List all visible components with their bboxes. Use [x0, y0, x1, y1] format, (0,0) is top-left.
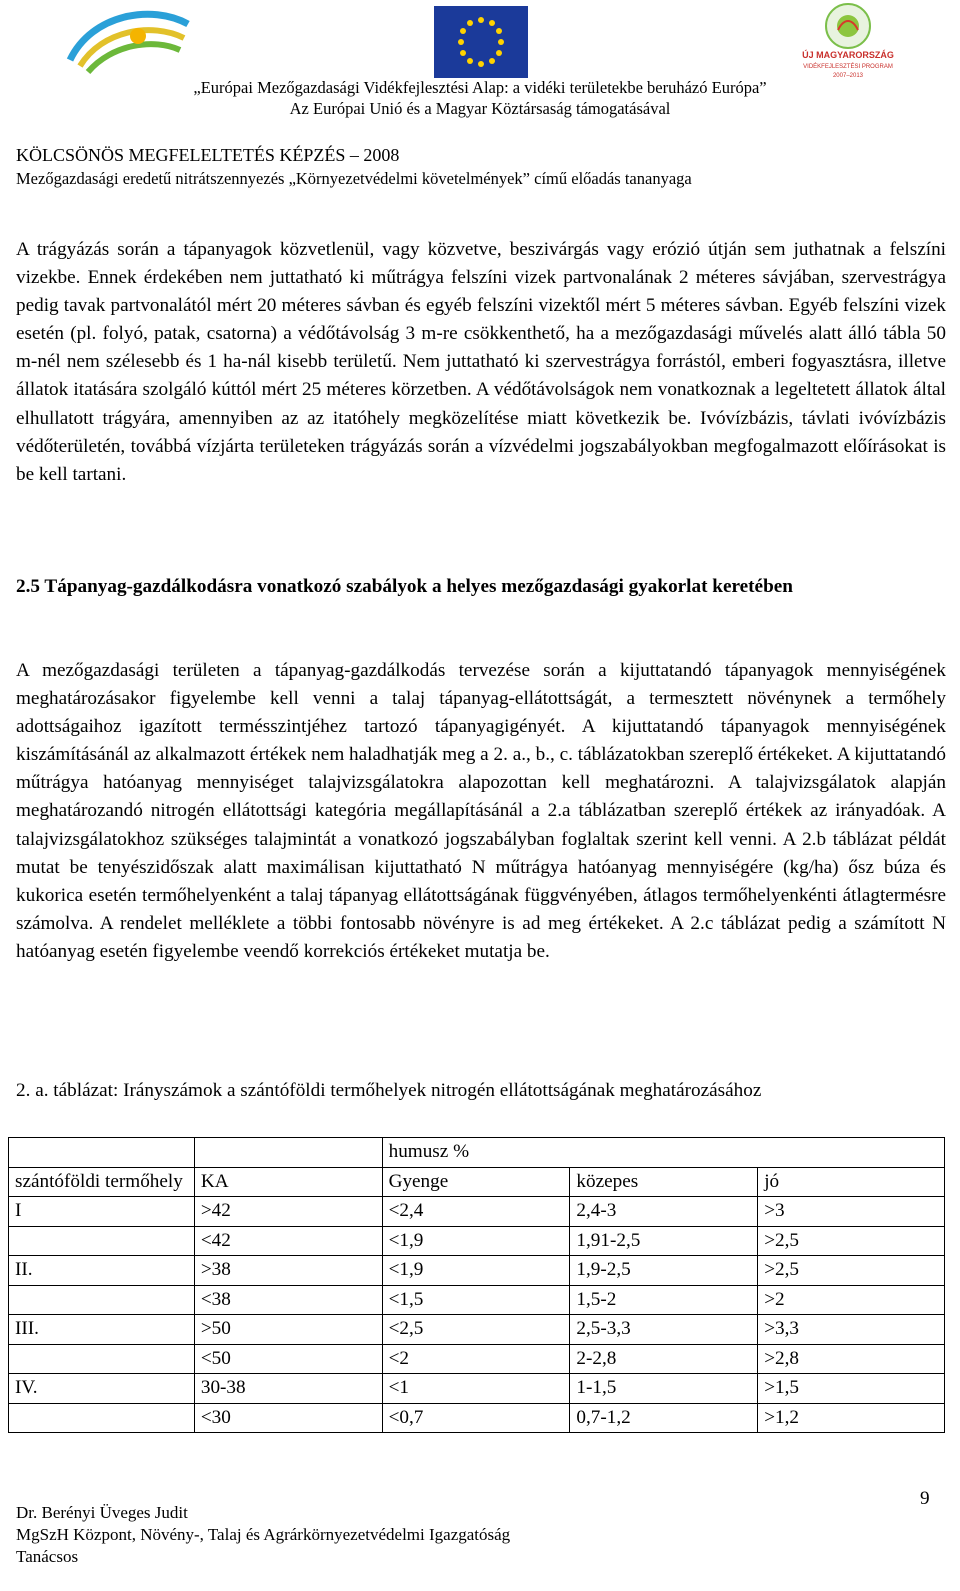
table-cell: >3	[758, 1197, 945, 1227]
table-cell: <1,9	[382, 1226, 570, 1256]
table-row	[9, 1226, 945, 1256]
table-row	[9, 1374, 945, 1404]
table-row	[9, 1285, 945, 1315]
table-row	[9, 1256, 945, 1286]
footer-author: Dr. Berényi Üveges Judit	[16, 1503, 188, 1522]
table-cell: 1,9-2,5	[570, 1256, 758, 1286]
col-header-ka: KA	[194, 1167, 382, 1197]
table-cell	[9, 1285, 195, 1315]
table-cell: >2,5	[758, 1226, 945, 1256]
table-cell: 1-1,5	[570, 1374, 758, 1404]
table-cell: <1,9	[382, 1256, 570, 1286]
table-cell: >1,5	[758, 1374, 945, 1404]
table-row	[9, 1197, 945, 1227]
table-cell: >1,2	[758, 1403, 945, 1433]
table-cell: II.	[9, 1256, 195, 1286]
course-title: KÖLCSÖNÖS MEGFELELTETÉS KÉPZÉS – 2008	[16, 145, 400, 165]
paragraph-nutrient-management: A mezőgazdasági területen a tápanyag-gazdálkodás tervezése során a kijuttatandó tápanyagok mennyiségének meghatározásakor figyelembe kell venni a talaj tápanyag-ellátottságát, a termesztett növénynek a termőhely adottságaihoz igazított termésszintjéhez tartozó tápanyagigényét. A kijuttatandó tápanyagok mennyiségének kiszámításánál az alkalmazott értékek nem haladhatják meg a 2. a., b., c. táblázatokban szereplő értékeket. A kijuttatandó műtrágya hatóanyag mennyiséget talajvizsgálatokra alapozottan kell meghatározni. A talajvizsgálatok alapján meghatározandó nitrogén ellátottsági kategória megállapításánál a 2.a táblázatban szereplő értékek az irányadóak. A talajvizsgálatokhoz szükséges talajmintát a vonatkozó jogszabályban foglaltak szerint kell venni. A 2.b táblázat példát mutat be tenyészidőszak alatt maximálisan kijuttatható N műtrágya hatóanyag mennyiségére (kg/ha) ősz búza és kukorica esetén termőhelyenként a talaj tápanyag ellátottságának függvényében, átlagos termőhelyenkénti átlagtermésre számolva. A rendelet melléklete a többi fontosabb növényre is ad meg értékeket. A 2.c táblázat pedig a számított N hatóanyag esetén figyelembe veendő korrekciós értékeket mutatja be.	[16, 660, 946, 962]
col-header-medium: közepes	[570, 1167, 758, 1197]
footer-role: Tanácsos	[16, 1547, 79, 1566]
table-cell: <0,7	[382, 1403, 570, 1433]
table-cell: >50	[194, 1315, 382, 1345]
table-row	[9, 1344, 945, 1374]
col-header-good: jó	[758, 1167, 945, 1197]
table-cell: <2,5	[382, 1315, 570, 1345]
course-header	[16, 143, 946, 191]
table-cell: <2	[382, 1344, 570, 1374]
table-row	[9, 1403, 945, 1433]
course-subtitle: Mezőgazdasági eredetű nitrátszennyezés „Környezetvédelmi követelmények” című előadás tananyaga	[16, 169, 692, 188]
logo-right-title: ÚJ MAGYARORSZÁG	[802, 50, 894, 60]
col-header-site: szántóföldi termőhely	[9, 1167, 195, 1197]
paragraph-protection-distances: A trágyázás során a tápanyagok közvetlenül, vagy közvetve, beszivárgás vagy erózió útján sem juthatnak a felszíni vizekbe. Ennek érdekében nem juttatható ki műtrágya felszíni vizek partvonalának 2 méteres sávjában, szervestrágya pedig tavak partvonalától mért 20 méteres sávban és egyéb felszíni vizektől mért 5 méteres sávban. Egyéb felszíni vizek esetén (pl. folyó, patak, csatorna) a védőtávolság 3 m-re csökkenthető, ha a mezőgazdasági művelés alatt álló tábla 50 m-nél nem szélesebb és 1 ha-nál kisebb területű. Nem juttatható ki szervestrágya forrástól, emberi fogyasztásra, illetve állatok itatására szolgáló kúttól mért 25 méteres körzetben. A védőtávolságok nem vonatkoznak a legeltetett állatok által elhullatott trágyára, amennyiben az az itatóhely megközelítése miatt következik be. Ivóvízbázis, távlati ivóvízbázis védőterületén, továbbá vízjárta területeken trágyázás során a vízvédelmi jogszabályokban megfogalmazott előírásokat is be kell tartani.	[16, 239, 946, 485]
table-cell: >3,3	[758, 1315, 945, 1345]
section-heading: 2.5 Tápanyag-gazdálkodásra vonatkozó szabályok a helyes mezőgazdasági gyakorlat keretében	[16, 576, 793, 597]
table-cell: >2	[758, 1285, 945, 1315]
table-cell: <38	[194, 1285, 382, 1315]
table-cell	[9, 1226, 195, 1256]
footer-organization: MgSzH Központ, Növény-, Talaj és Agrárkörnyezetvédelmi Igazgatóság	[16, 1525, 511, 1544]
table-column-headers	[9, 1167, 945, 1197]
table-cell	[9, 1403, 195, 1433]
table-cell: >38	[194, 1256, 382, 1286]
table-cell: <2,4	[382, 1197, 570, 1227]
humus-header: humusz %	[382, 1138, 944, 1168]
logo-right-years: 2007–2013	[832, 73, 864, 79]
table-header-row	[9, 1138, 945, 1168]
table-body	[9, 1197, 945, 1433]
logo-right-subtitle: VIDÉKFEJLESZTÉSI PROGRAM	[803, 64, 893, 70]
table-cell-empty	[9, 1138, 195, 1168]
table-cell: <50	[194, 1344, 382, 1374]
table-caption: 2. a. táblázat: Irányszámok a szántóföldi termőhelyek nitrogén ellátottságának meghatározásához	[16, 1080, 762, 1101]
table-cell: IV.	[9, 1374, 195, 1404]
table-cell: <30	[194, 1403, 382, 1433]
header-fund-line: „Európai Mezőgazdasági Vidékfejlesztési Alap: a vidéki területekbe beruházó Európa”	[193, 78, 767, 97]
eafrd-logo-icon	[62, 4, 192, 76]
table-cell: 2-2,8	[570, 1344, 758, 1374]
table-cell: <1,5	[382, 1285, 570, 1315]
table-cell: <42	[194, 1226, 382, 1256]
table-cell-empty	[194, 1138, 382, 1168]
table-cell: <1	[382, 1374, 570, 1404]
table-cell: I	[9, 1197, 195, 1227]
table-row	[9, 1315, 945, 1345]
page-number: 9	[920, 1488, 930, 1509]
uj-magyarorszag-logo-icon	[796, 0, 900, 82]
table-cell: 1,91-2,5	[570, 1226, 758, 1256]
table-cell: III.	[9, 1315, 195, 1345]
table-cell: >2,8	[758, 1344, 945, 1374]
table-cell: 30-38	[194, 1374, 382, 1404]
table-cell: >2,5	[758, 1256, 945, 1286]
table-cell: 2,4-3	[570, 1197, 758, 1227]
table-cell: 0,7-1,2	[570, 1403, 758, 1433]
table-cell: 2,5-3,3	[570, 1315, 758, 1345]
table-cell: 1,5-2	[570, 1285, 758, 1315]
nitrogen-supply-table	[8, 1137, 945, 1433]
header-logos	[0, 0, 960, 85]
table-cell: >42	[194, 1197, 382, 1227]
footer	[16, 1502, 816, 1568]
col-header-weak: Gyenge	[382, 1167, 570, 1197]
table-cell	[9, 1344, 195, 1374]
header-support-line: Az Európai Unió és a Magyar Köztársaság támogatásával	[289, 99, 671, 118]
eu-flag-icon	[434, 6, 528, 78]
